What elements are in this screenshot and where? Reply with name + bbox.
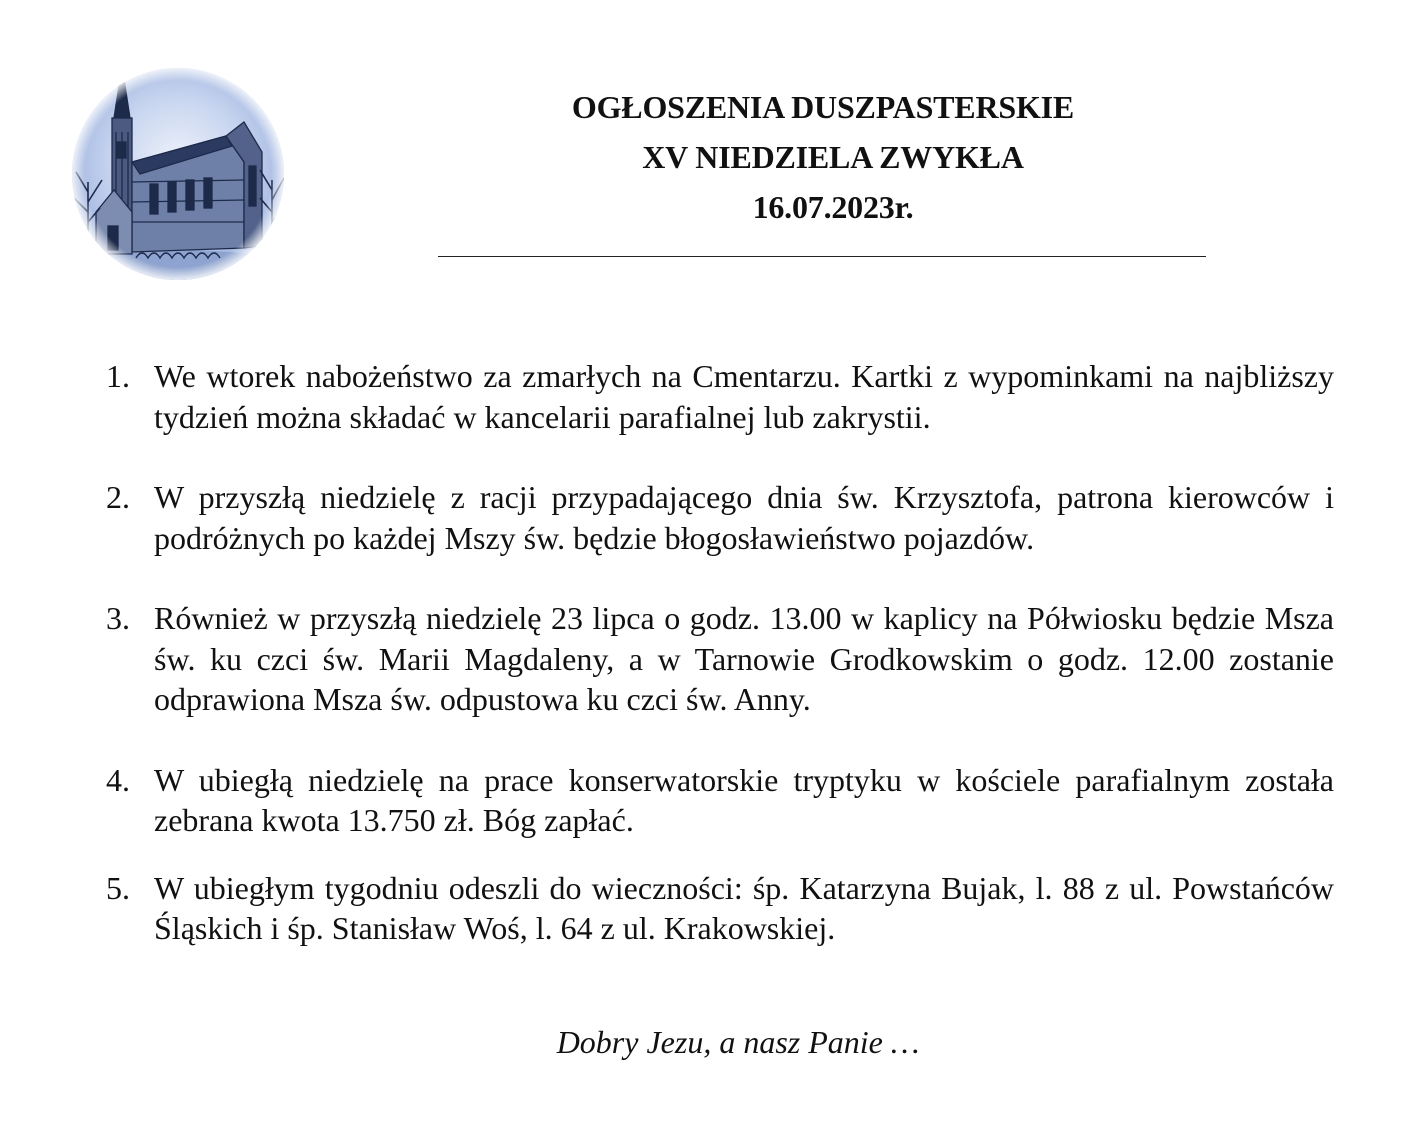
announcement-item	[106, 598, 1334, 720]
announcement-text: W ubiegłym tygodniu odeszli do wieczności: śp. Katarzyna Bujak, l. 88 z ul. Powstańców Śląskich i śp. Stanisław Woś, l. 64 z ul. Krakowskiej.	[154, 869, 1334, 946]
page-subtitle: XV NIEDZIELA ZWYKŁA	[642, 139, 1024, 175]
announcement-item	[106, 477, 1334, 558]
announcement-text: We wtorek nabożeństwo za zmarłych na Cmentarzu. Kartki z wypominkami na najbliższy tydzień można składać w kancelarii parafialnej lub zakrystii.	[154, 358, 1334, 435]
announcement-item	[106, 356, 1334, 437]
page-date: 16.07.2023r.	[752, 189, 914, 225]
announcements-list	[106, 356, 1334, 949]
page-title: OGŁOSZENIA DUSZPASTERSKIE	[571, 89, 1075, 125]
announcement-number: 1.	[106, 358, 130, 394]
announcement-item	[106, 868, 1334, 949]
header	[438, 82, 1208, 232]
announcement-text: Również w przyszłą niedzielę 23 lipca o godz. 13.00 w kaplicy na Półwiosku będzie Msza św. ku czci św. Marii Magdaleny, a w Tarnowie Grodkowskim o godz. 12.00 zostanie odprawiona Msza św. odpustowa ku czci św. Anny.	[154, 600, 1334, 717]
announcement-number: 2.	[106, 479, 130, 515]
announcement-item	[106, 760, 1334, 841]
announcement-text: W przyszłą niedzielę z racji przypadającego dnia św. Krzysztofa, patrona kierowców i podróżnych po każdej Mszy św. będzie błogosławieństwo pojazdów.	[154, 479, 1334, 556]
announcement-number: 5.	[106, 869, 130, 906]
announcement-number: 3.	[106, 600, 130, 636]
announcement-text: W ubiegłą niedzielę na prace konserwatorskie tryptyku w kościele parafialnym została zebrana kwota 13.750 zł. Bóg zapłać.	[154, 761, 1334, 838]
header-divider	[438, 256, 1206, 257]
closing-prayer: Dobry Jezu, a nasz Panie …	[556, 1024, 920, 1060]
announcement-number: 4.	[106, 761, 130, 798]
church-drawing-icon	[66, 62, 292, 282]
